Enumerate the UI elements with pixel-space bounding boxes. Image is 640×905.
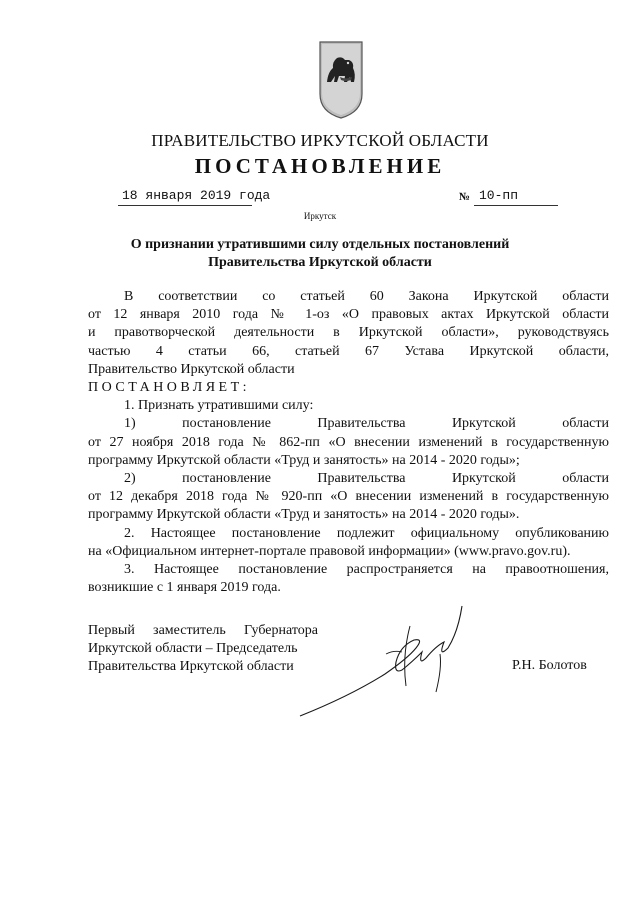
item-1-1-line: программу Иркутской области «Труд и занятость» на 2014 - 2020 годы»; [88,452,520,468]
subject-line: О признании утратившими силу отдельных постановлений [130,237,510,252]
document-date: 18 января 2019 года [122,188,271,203]
item-1-1: 1) постановление Правительства Иркутской области [124,416,609,432]
item-3-line: возникшие с 1 января 2019 года. [88,580,281,596]
number-sign: № [459,191,471,203]
decree-word: ПОСТАНОВЛЯЕТ: [88,380,251,396]
number-underline [474,205,558,206]
city: Иркутск [303,211,337,221]
item-1-2-line: от 12 декабря 2018 года № 920-пп «О внесении изменений в государственную [88,489,609,505]
item-2-line: на «Официальном интернет-портале правовой информации» (www.pravo.gov.ru). [88,543,571,559]
document-number: 10-пп [479,188,519,203]
preamble-line: В соответствии со статьей 60 Закона Иркутской области [124,289,609,304]
handwritten-signature [290,596,480,726]
subject-line: Правительства Иркутской области [208,255,432,270]
signer-name: Р.Н. Болотов [512,658,587,673]
document-body [88,288,609,597]
item-3: 3. Настоящее постановление распространяется на правоотношения, [124,562,609,578]
preamble-line: Правительство Иркутской области [88,361,295,377]
document-subject [100,236,540,272]
item-1-2-line: программу Иркутской области «Труд и занятость» на 2014 - 2020 годы». [88,507,520,523]
coat-of-arms-icon [318,36,364,120]
item-1-2: 2) постановление Правительства Иркутской области [124,471,609,487]
preamble-line: от 12 января 2010 года № 1-оз «О правовых актах Иркутской области [88,307,609,323]
position-line: Иркутской области – Председатель [88,641,298,657]
date-underline [118,205,252,206]
item-2: 2. Настоящее постановление подлежит официальному опубликованию [124,525,609,541]
item-1-1-line: от 27 ноября 2018 года № 862-пп «О внесении изменений в государственную [88,434,609,450]
position-line: Первый заместитель Губернатора [88,623,318,638]
signer-position [88,622,318,677]
preamble-line: и правотворческой деятельности в Иркутской области», руководствуясь [88,325,609,341]
government-title: ПРАВИТЕЛЬСТВО ИРКУТСКОЙ ОБЛАСТИ [151,131,489,150]
position-line: Правительства Иркутской области [88,659,294,675]
item-1: 1. Признать утратившими силу: [124,398,314,414]
document-type: ПОСТАНОВЛЕНИЕ [194,154,446,178]
preamble-line: частью 4 статьи 66, статьей 67 Устава Иркутской области, [88,343,609,359]
